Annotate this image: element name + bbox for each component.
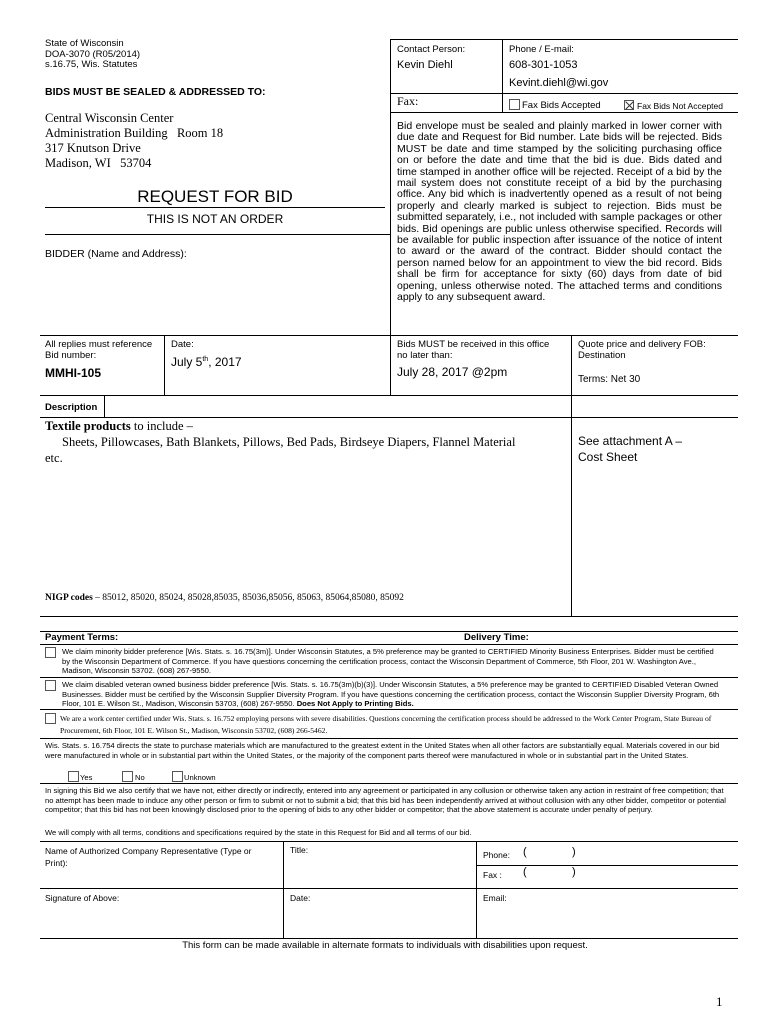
- payment-terms-net: Terms: Net 30: [578, 374, 641, 385]
- form-id-block: [45, 39, 140, 71]
- address-line-4: Madison, WI 53704: [45, 156, 152, 170]
- org-line-1: State of Wisconsin: [45, 38, 124, 49]
- fax-paren-close: ): [572, 866, 576, 878]
- fax-bids-not-accepted-checkbox[interactable]: [624, 100, 634, 110]
- contact-box-top: [390, 39, 738, 40]
- contact-email[interactable]: Kevint.diehl@wi.gov: [509, 77, 609, 89]
- work-center-text: We are a work center certified under Wis. Stats. s. 16.752 employing persons with severe disabilities. Questions concerning the certification process should be addressed to the Work Center Program, State Bureau of Procurement, 6th Floor, 101 E. Wilson St., Madison, Wisconsin 53702, (608) 266-5462.: [60, 714, 712, 735]
- fax-row-top: [390, 93, 738, 94]
- reference-label: All replies must reference Bid number:: [45, 339, 153, 361]
- collusion-statement: In signing this Bid we also certify that we have not, either directly or indirectly, entered into any agreement or participated in any collusion or otherwise taken any action in restraint of free competition; that no attempt has been made to induce any other person or firm to submit or not to submit a bid; that this bid has been independently arrived at without collusion with any other bidder, competitor or potential competitor; that this bid has not been knowingly disclosed prior to the opening of bids to any other bidder or competitor; that the above statement is accurate under penalty of perjury.: [45, 786, 726, 815]
- minority-preference-text: We claim minority bidder preference [Wis. Stats. s. 16.75(3m)]. Under Wisconsin Statutes, a 5% preference may be granted to CERTIFIED Minority Business Enterprises. Bidder must be certified by the Wisconsin Department of Commerce. If you have questions concerning the certification process, contact the Wisconsin Department of Commerce, 5th Floor, 201 W. Washington Ave., Madison, Wisconsin 53702. (608) 267-9550.: [62, 647, 714, 676]
- desc-header-top: [40, 395, 738, 396]
- sealed-notice: BIDS MUST BE SEALED & ADDRESSED TO:: [45, 86, 266, 98]
- payment-terms-label: Payment Terms:: [45, 632, 119, 643]
- sig-table-top: [40, 841, 738, 842]
- contact-person-label: Contact Person:: [397, 44, 466, 55]
- fax-field-label: Fax :: [483, 870, 502, 880]
- bid-instructions: Bid envelope must be sealed and plainly marked in lower corner with due date and Request for Bid number. Late bids will be rejected. Bids MUST be date and time stamped by the soliciting purchasing office on or before the date and time that the bid is due. Bids dated and time stamped in another office will be rejected. Receipt of a bid by the mail system does not constitute receipt of a bid by the purchasing office. Any bid which is inadvertently opened as a result of not being properly and clearly marked is subject to rejection. Bids must be submitted separately, i.e., not included with sample packages or other bids. Bid openings are public unless otherwise specified. Records will be available for public inspection after issuance of the notice of intent to award or the award of the contract. Bidder should contact the person named below for an appointment to view the bid record. Bids shall be firm for acceptance for sixty (60) days from date of bid opening, unless otherwise noted. The attached terms and conditions apply to any subsequent award.: [397, 120, 722, 304]
- bid-info-div-3: [571, 335, 572, 395]
- fax-bids-accepted-checkbox[interactable]: [509, 99, 520, 110]
- manufacture-yes-checkbox[interactable]: [68, 771, 79, 782]
- page-number: 1: [716, 994, 723, 1009]
- title-label: Title:: [290, 845, 309, 855]
- subtitle-rule: [45, 234, 390, 235]
- fax-bids-accepted-label: Fax Bids Accepted: [522, 100, 601, 111]
- fax-row-bottom: [390, 112, 738, 113]
- sig-div-1: [283, 841, 284, 938]
- product-etc: etc.: [45, 451, 63, 465]
- sig-table-bottom: [40, 938, 738, 939]
- description-label: Description: [45, 402, 98, 413]
- manufacture-no-checkbox[interactable]: [122, 771, 133, 782]
- delivery-time-label: Delivery Time:: [464, 632, 529, 643]
- comply-statement: We will comply with all terms, conditions and specifications required by the state in this Request for Bid and all terms of our bid.: [45, 828, 472, 837]
- address-line-3: 317 Knutson Drive: [45, 141, 141, 155]
- bid-info-top: [40, 335, 738, 336]
- sig-div-2: [476, 841, 477, 938]
- bidder-label: BIDDER (Name and Address):: [45, 248, 187, 260]
- bid-address: [45, 111, 223, 171]
- payment-row-bottom: [40, 644, 738, 645]
- phone-paren-close: ): [572, 846, 576, 858]
- phone-label: Phone:: [483, 850, 510, 860]
- alternate-formats-note: This form can be made available in alternate formats to individuals with disabilities upon request.: [182, 940, 588, 951]
- contact-divider: [502, 39, 503, 112]
- phone-email-label: Phone / E-mail:: [509, 44, 574, 55]
- fax-label: Fax:: [397, 94, 419, 108]
- manufacture-unknown-checkbox[interactable]: [172, 771, 183, 782]
- work-center-checkbox[interactable]: [45, 713, 56, 724]
- authorized-rep-label: Name of Authorized Company Representative (Type or Print):: [45, 846, 252, 868]
- desc-bottom: [40, 616, 738, 617]
- sig-date-label: Date:: [290, 893, 311, 903]
- address-line-1: Central Wisconsin Center: [45, 111, 174, 125]
- minority-preference-checkbox[interactable]: [45, 647, 56, 658]
- received-deadline: July 28, 2017 @2pm: [397, 365, 508, 379]
- manufacture-unknown-label: Unknown: [184, 773, 216, 782]
- minority-bottom: [40, 677, 738, 678]
- form-subtitle: THIS IS NOT AN ORDER: [146, 212, 284, 226]
- payment-row-top: [40, 631, 738, 632]
- bid-info-div-2: [390, 335, 391, 395]
- work-center-bottom: [40, 738, 738, 739]
- nigp-codes: NIGP codes – 85012, 85020, 85024, 85028,85035, 85036,85056, 85063, 85064,85080, 85092: [45, 593, 404, 603]
- org-line-2: DOA-3070 (R05/2014): [45, 48, 141, 60]
- veteran-preference-text: We claim disabled veteran owned business bidder preference [Wis. Stats. s. 16.75(3m)(b)(3)]. Under Wisconsin Statutes, a 5% preference may be granted to CERTIFIED Disabled Veteran Owned Businesses. Bidder must be certified by the Wisconsin Supplier Diversity Program. If you have questions concerning the certification process, contact the Wisconsin Supplier Diversity Program, 6th Floor, 101 E. Wilson St., Madison, Wisconsin 53703, (608) 267-9550. Does Not Apply to Printing Bids.: [62, 680, 720, 709]
- desc-header-div: [104, 395, 105, 417]
- title-rule: [45, 207, 385, 208]
- manufacture-bottom: [40, 783, 738, 784]
- desc-divider: [571, 395, 572, 616]
- email-field-label: Email:: [483, 893, 507, 903]
- org-line-3: s.16.75, Wis. Statutes: [45, 59, 138, 70]
- manufacture-no-label: No: [135, 773, 145, 782]
- veteran-bottom: [40, 709, 738, 710]
- form-title: REQUEST FOR BID: [137, 187, 293, 206]
- bid-date: July 5th, 2017: [171, 355, 242, 369]
- received-label: Bids MUST be received in this office no later than:: [397, 339, 550, 361]
- desc-header-bottom: [40, 417, 738, 418]
- us-manufacture-text: Wis. Stats. s. 16.754 directs the state to purchase materials which are manufactured to the greatest extent in the United States when all other factors are substantially equal. Materials covered in our bid were manufactured in whole or in substantial part within the United States, or the majority of the component parts thereof were manufactured in whole or in substantial part in the United States.: [45, 741, 720, 760]
- phone-paren-open: (: [523, 846, 527, 858]
- fob-label: Quote price and delivery FOB: Destination: [578, 339, 706, 361]
- date-label: Date:: [171, 339, 194, 350]
- contact-phone: 608-301-1053: [509, 59, 578, 71]
- contact-box-left: [390, 39, 391, 335]
- address-line-2: Administration Building Room 18: [45, 126, 224, 140]
- veteran-preference-checkbox[interactable]: [45, 680, 56, 691]
- contact-person-name: Kevin Diehl: [397, 59, 453, 71]
- bid-number: MMHI-105: [45, 366, 102, 380]
- phone-fax-divider: [476, 865, 738, 866]
- fax-bids-not-accepted-label: Fax Bids Not Accepted: [637, 101, 723, 111]
- product-items: Sheets, Pillowcases, Bath Blankets, Pillows, Bed Pads, Birdseye Diapers, Flannel Material: [62, 435, 516, 449]
- bid-info-div-1: [164, 335, 165, 395]
- signature-label: Signature of Above:: [45, 893, 120, 903]
- fax-paren-open: (: [523, 866, 527, 878]
- attachment-note: See attachment A – Cost Sheet: [578, 434, 683, 464]
- manufacture-yes-label: Yes: [80, 773, 93, 782]
- sig-row-divider: [40, 888, 738, 889]
- products-heading: Textile products to include –: [45, 419, 193, 433]
